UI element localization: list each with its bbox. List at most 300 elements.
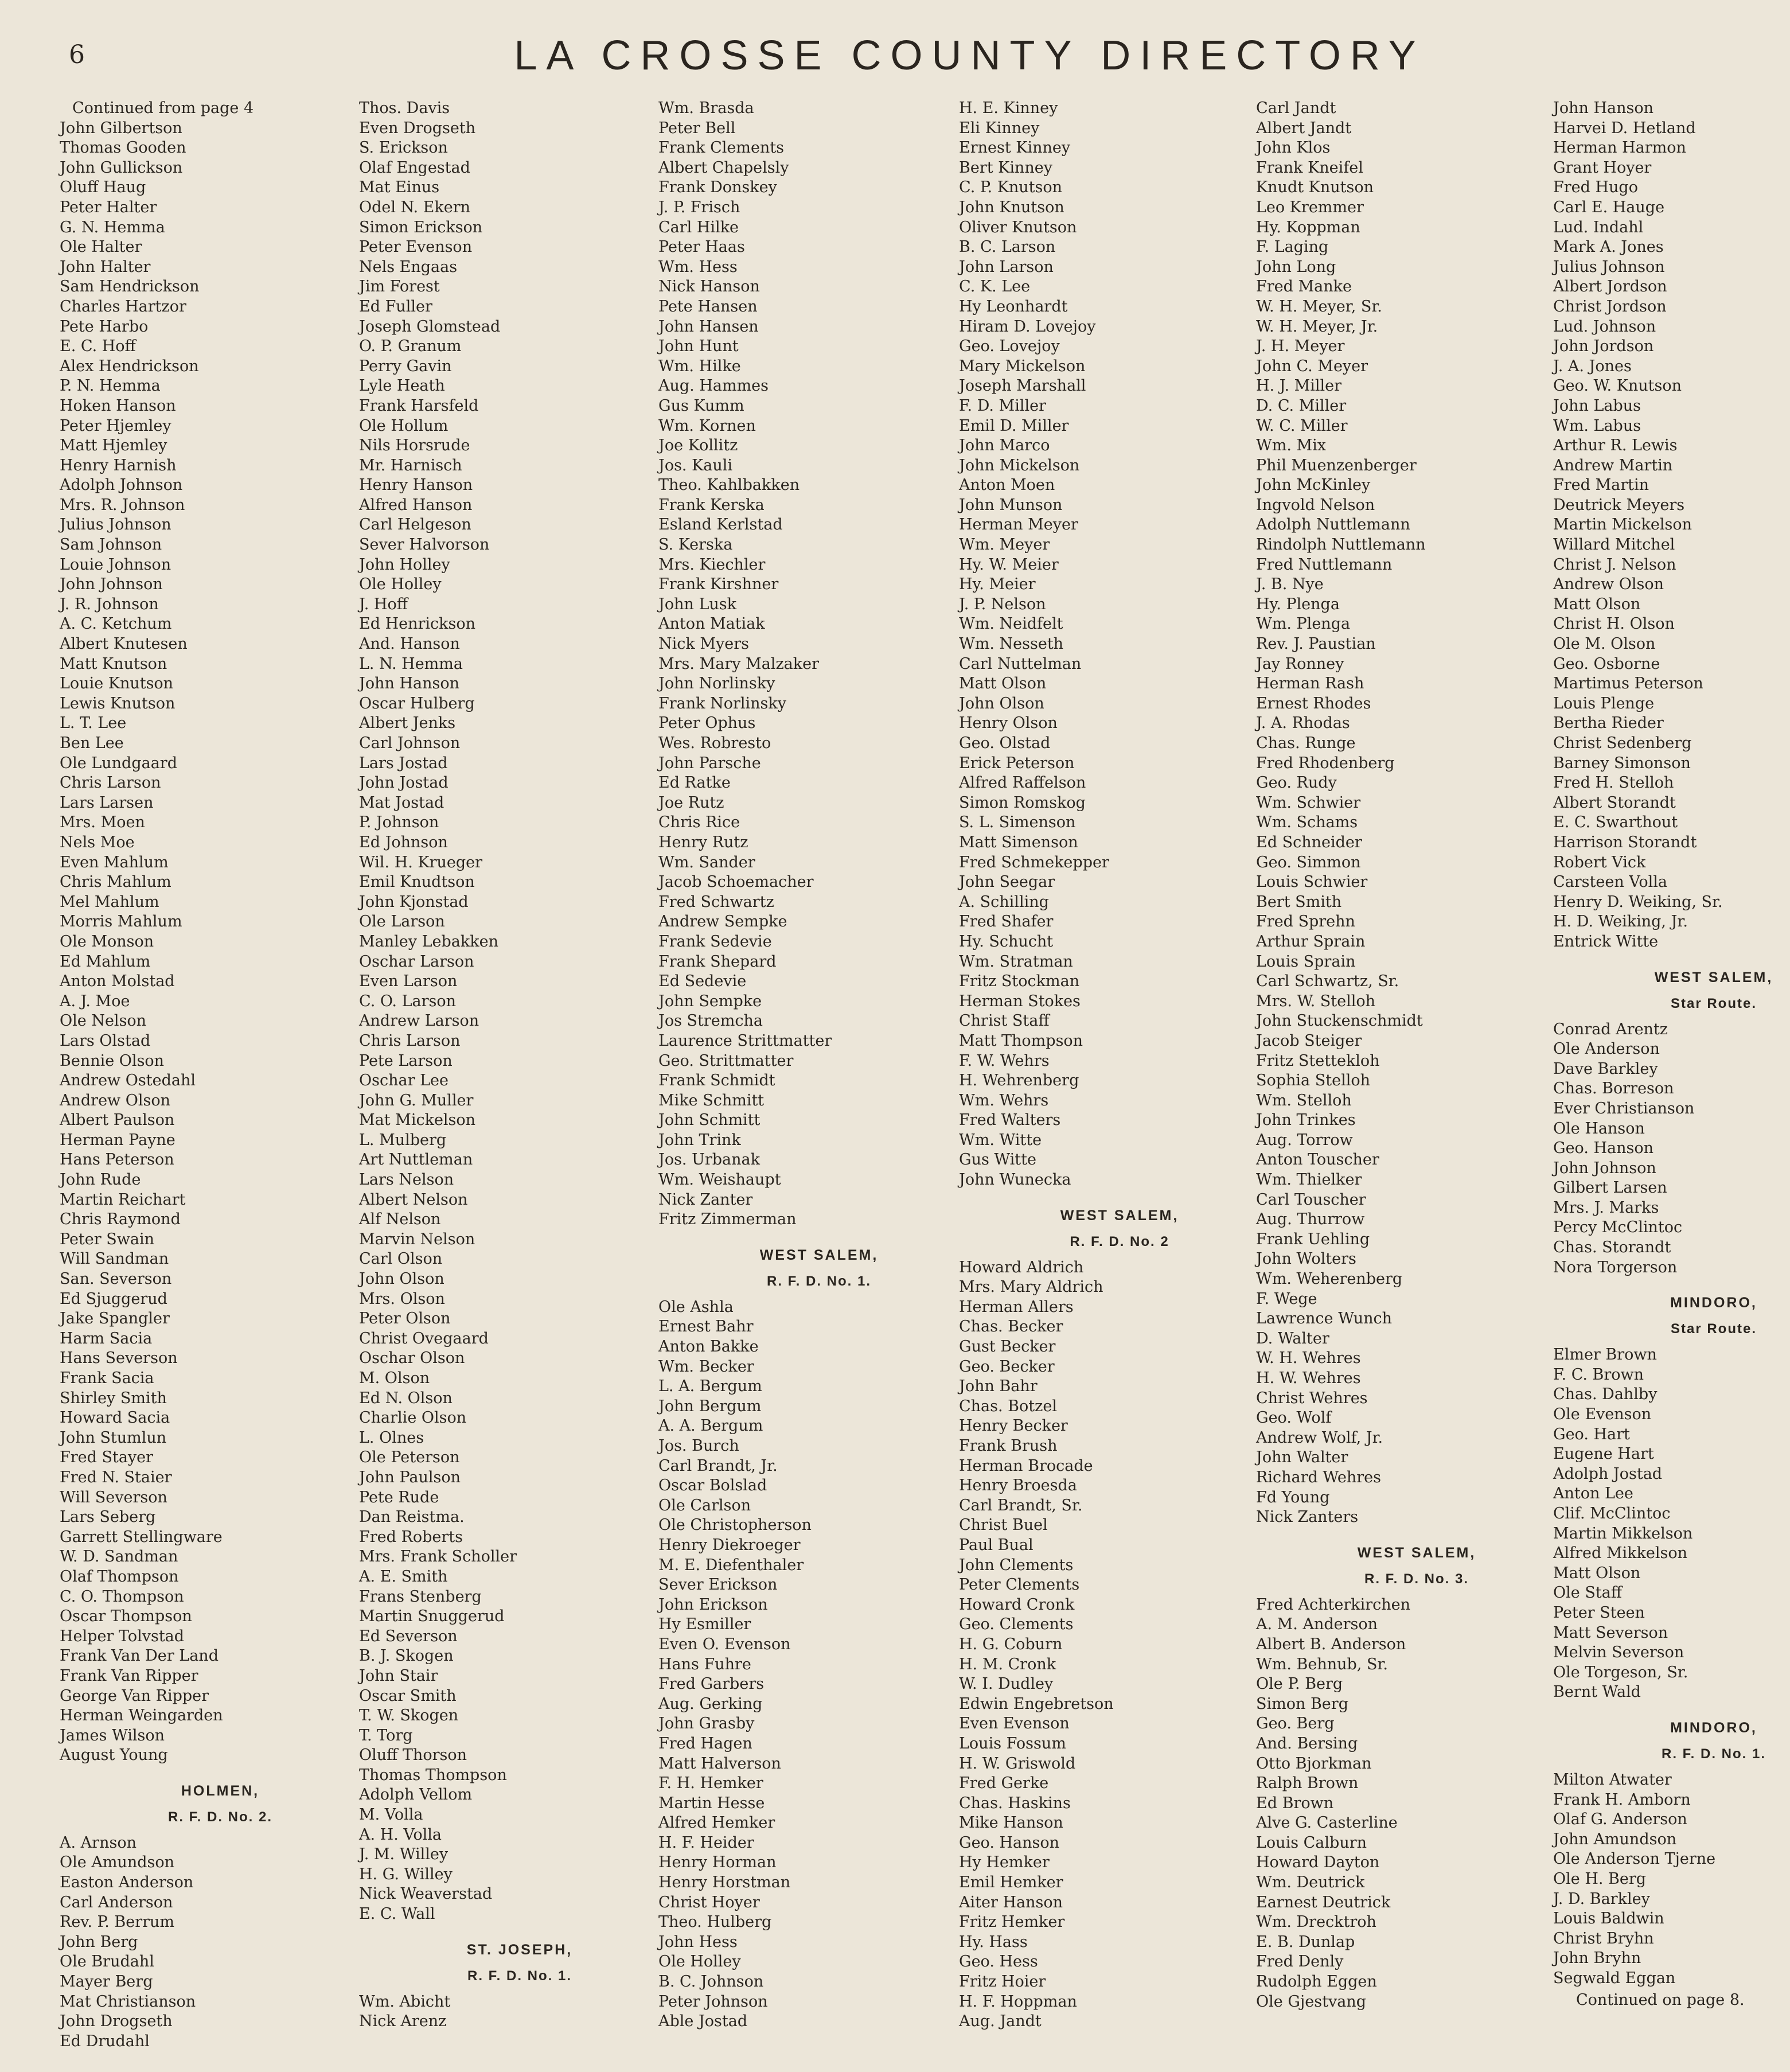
- directory-entry: Morris Mahlum: [60, 913, 182, 931]
- directory-entry: Rindolph Nuttlemann: [1256, 536, 1426, 554]
- directory-entry: Ernest Rhodes: [1256, 694, 1371, 712]
- directory-entry: John McKinley: [1256, 476, 1371, 494]
- directory-entry: Emil D. Miller: [959, 416, 1069, 435]
- directory-entry: John Bryhn: [1553, 1949, 1641, 1968]
- directory-entry: D. Walter: [1256, 1329, 1329, 1347]
- directory-entry: Oscar Smith: [359, 1687, 457, 1705]
- directory-entry: G. N. Hemma: [60, 218, 165, 236]
- directory-entry: W. H. Wehres: [1256, 1349, 1361, 1368]
- directory-entry: Knudt Knutson: [1256, 178, 1374, 197]
- directory-entry: Geo. Hanson: [959, 1833, 1060, 1852]
- directory-entry: And. Bersing: [1256, 1734, 1358, 1752]
- directory-entry: Christ Bryhn: [1553, 1929, 1654, 1948]
- directory-entry: L. N. Hemma: [359, 655, 463, 673]
- directory-entry: Lud. Johnson: [1553, 317, 1656, 336]
- directory-entry: Gust Becker: [959, 1338, 1056, 1356]
- directory-entry: Frank Norlinsky: [658, 694, 786, 712]
- directory-entry: Fred Roberts: [359, 1528, 463, 1546]
- directory-entry: Simon Romskog: [959, 793, 1086, 812]
- directory-entry: Ralph Brown: [1256, 1774, 1359, 1793]
- directory-entry: Geo. Hanson: [1553, 1139, 1654, 1158]
- directory-entry: Erick Peterson: [959, 754, 1075, 772]
- directory-entry: Art Nuttleman: [359, 1151, 473, 1169]
- directory-entry: Jim Forest: [359, 278, 440, 296]
- directory-entry: Laurence Strittmatter: [658, 1031, 832, 1050]
- directory-entry: Oscar Hulberg: [359, 694, 475, 712]
- directory-entry: Lud. Indahl: [1553, 218, 1644, 236]
- directory-entry: Edwin Engebretson: [959, 1695, 1114, 1713]
- directory-entry: A. A. Bergum: [658, 1417, 763, 1435]
- directory-entry: Thomas Thompson: [359, 1766, 507, 1784]
- directory-entry: Arthur Sprain: [1256, 932, 1366, 951]
- directory-entry: Ole Holley: [658, 1953, 741, 1971]
- directory-entry: Chris Raymond: [60, 1210, 181, 1229]
- directory-entry: John Olson: [959, 694, 1044, 712]
- directory-entry: Fred Garbers: [658, 1675, 765, 1693]
- directory-entry: Peter Steen: [1553, 1603, 1645, 1622]
- section-heading: WEST SALEM,: [1357, 1544, 1476, 1561]
- directory-entry: John Wolters: [1256, 1250, 1356, 1268]
- section-subheading: R. F. D. No. 3.: [1364, 1571, 1469, 1587]
- directory-entry: D. C. Miller: [1256, 396, 1347, 415]
- directory-entry: Carl Hilke: [658, 218, 739, 236]
- directory-entry: W. H. Meyer, Jr.: [1256, 317, 1378, 336]
- directory-entry: John Stuckenschmidt: [1256, 1012, 1423, 1030]
- section-subheading: Star Route.: [1670, 1321, 1757, 1337]
- directory-entry: Ed Johnson: [359, 833, 448, 851]
- directory-entry: Ed Severson: [359, 1627, 458, 1645]
- directory-column-6: [1553, 99, 1790, 2011]
- directory-entry: Ole Halter: [60, 238, 142, 256]
- directory-entry: Able Jostad: [658, 2012, 748, 2031]
- directory-entry: S. L. Simenson: [959, 813, 1076, 832]
- directory-entry: Wm. Kornen: [658, 416, 756, 435]
- directory-entry: Jacob Steiger: [1256, 1031, 1362, 1050]
- directory-entry: Hy Leonhardt: [959, 297, 1068, 316]
- directory-entry: Barney Simonson: [1553, 754, 1691, 772]
- directory-entry: Mat Einus: [359, 178, 440, 197]
- directory-entry: Ole P. Berg: [1256, 1675, 1343, 1693]
- directory-entry: Gus Kumm: [658, 396, 744, 415]
- directory-entry: John Johnson: [1553, 1159, 1656, 1177]
- directory-entry: John Kjonstad: [359, 893, 469, 911]
- directory-entry: Rev. P. Berrum: [60, 1913, 175, 1931]
- directory-entry: Lawrence Wunch: [1256, 1310, 1393, 1328]
- directory-entry: John Holley: [359, 555, 450, 574]
- directory-entry: John Seegar: [959, 873, 1055, 891]
- directory-entry: Alf Nelson: [359, 1210, 441, 1229]
- directory-entry: Frank Van Ripper: [60, 1666, 198, 1685]
- directory-entry: W. C. Miller: [1256, 416, 1348, 435]
- directory-entry: Thos. Davis: [359, 99, 450, 117]
- directory-entry: John Trinkes: [1256, 1111, 1356, 1130]
- directory-entry: Elmer Brown: [1553, 1346, 1657, 1364]
- directory-entry: John Hanson: [1553, 99, 1653, 117]
- directory-entry: John Hunt: [658, 337, 739, 356]
- directory-entry: Matt Olson: [959, 675, 1047, 693]
- directory-entry: Julius Johnson: [60, 516, 171, 534]
- directory-entry: J. M. Willey: [359, 1845, 449, 1864]
- directory-entry: T. W. Skogen: [359, 1707, 459, 1725]
- directory-entry: John Walter: [1256, 1448, 1348, 1467]
- directory-entry: John Erickson: [658, 1595, 768, 1614]
- directory-entry: Sever Erickson: [658, 1576, 778, 1594]
- directory-entry: L. Mulberg: [359, 1131, 447, 1149]
- directory-entry: Matt Halverson: [658, 1754, 781, 1773]
- directory-entry: Henry Horstman: [658, 1874, 791, 1892]
- directory-entry: Mat Christianson: [60, 1992, 196, 2011]
- directory-entry: Wil. H. Krueger: [359, 853, 483, 871]
- directory-entry: Even Drogseth: [359, 119, 476, 137]
- directory-entry: Theo. Kahlbakken: [658, 476, 800, 494]
- directory-entry: Charlie Olson: [359, 1409, 467, 1427]
- directory-entry: Pete Harbo: [60, 317, 149, 336]
- directory-entry: Anton Moen: [959, 476, 1055, 494]
- directory-column-3: [658, 99, 945, 2032]
- directory-entry: Jake Spangler: [60, 1310, 170, 1328]
- directory-entry: Chas. Storandt: [1553, 1238, 1671, 1257]
- directory-entry: Louis Sprain: [1256, 952, 1356, 971]
- directory-entry: Ole Carlson: [658, 1496, 751, 1514]
- directory-entry: Bert Kinney: [959, 158, 1052, 177]
- directory-entry: E. C. Wall: [359, 1905, 435, 1923]
- directory-entry: San. Severson: [60, 1270, 172, 1288]
- directory-entry: Chas. Runge: [1256, 734, 1356, 752]
- directory-entry: Henry Harnish: [60, 456, 177, 474]
- directory-entry: Wm. Behnub, Sr.: [1256, 1655, 1388, 1673]
- directory-entry: P. N. Hemma: [60, 377, 161, 395]
- directory-entry: Adolph Johnson: [60, 476, 183, 494]
- directory-entry: Helper Tolvstad: [60, 1627, 185, 1645]
- directory-entry: Harvei D. Hetland: [1553, 119, 1696, 137]
- directory-entry: Pete Hansen: [658, 297, 758, 316]
- directory-entry: A. M. Anderson: [1256, 1615, 1378, 1634]
- directory-entry: Ole Monson: [60, 932, 154, 951]
- directory-entry: Adolph Vellom: [359, 1786, 473, 1804]
- page-title: LA CROSSE COUNTY DIRECTORY: [514, 33, 1425, 79]
- directory-entry: Andrew Olson: [1553, 575, 1664, 594]
- directory-entry: John Labus: [1553, 396, 1641, 415]
- directory-entry: Joseph Glomstead: [359, 317, 501, 336]
- directory-entry: Frank Harsfeld: [359, 396, 479, 415]
- directory-entry: Mrs. Olson: [359, 1290, 445, 1308]
- directory-entry: Even Mahlum: [60, 853, 169, 871]
- section-heading: WEST SALEM,: [1060, 1207, 1179, 1224]
- directory-entry: Fred Nuttlemann: [1256, 555, 1393, 574]
- directory-entry: John G. Muller: [359, 1091, 474, 1109]
- directory-entry: Robert Vick: [1553, 853, 1646, 871]
- directory-entry: Milton Atwater: [1553, 1770, 1672, 1789]
- directory-entry: Hy Esmiller: [658, 1615, 751, 1634]
- directory-entry: Ed Mahlum: [60, 952, 151, 971]
- directory-entry: J. P. Frisch: [658, 198, 740, 216]
- directory-entry: Otto Bjorkman: [1256, 1754, 1372, 1773]
- directory-entry: Martin Hesse: [658, 1794, 765, 1812]
- directory-entry: Ole Ashla: [658, 1298, 734, 1316]
- directory-entry: C. O. Larson: [359, 992, 457, 1010]
- directory-entry: Mr. Harnisch: [359, 456, 462, 474]
- directory-entry: Ole Evenson: [1553, 1405, 1652, 1424]
- directory-entry: Ole Hanson: [1553, 1119, 1645, 1138]
- directory-entry: Mary Mickelson: [959, 357, 1086, 375]
- directory-entry: A. J. Moe: [60, 992, 130, 1010]
- directory-entry: Carl Olson: [359, 1250, 443, 1268]
- directory-entry: Easton Anderson: [60, 1874, 194, 1892]
- directory-entry: J. B. Nye: [1256, 575, 1324, 594]
- directory-entry: Jacob Schoemacher: [658, 873, 814, 891]
- directory-entry: M. Volla: [359, 1806, 423, 1824]
- directory-entry: Fd Young: [1256, 1488, 1330, 1506]
- directory-entry: Fred Schmekepper: [959, 853, 1109, 871]
- directory-entry: John Grasby: [658, 1715, 755, 1733]
- directory-entry: Matt Olson: [1553, 595, 1641, 613]
- directory-entry: S. Erickson: [359, 139, 448, 157]
- directory-entry: Herman Brocade: [959, 1456, 1093, 1475]
- directory-entry: Wm. Witte: [959, 1131, 1042, 1149]
- directory-entry: Anton Touscher: [1256, 1151, 1379, 1169]
- directory-entry: Matt Thompson: [959, 1031, 1083, 1050]
- directory-entry: Wm. Nesseth: [959, 635, 1064, 653]
- directory-entry: Wm. Mix: [1256, 437, 1327, 455]
- directory-entry: Julius Johnson: [1553, 258, 1665, 276]
- directory-entry: Mrs. W. Stelloh: [1256, 992, 1376, 1010]
- directory-entry: Carl Johnson: [359, 734, 461, 752]
- directory-entry: Andrew Larson: [359, 1012, 479, 1030]
- directory-entry: Martin Reichart: [60, 1190, 186, 1209]
- directory-entry: Lyle Heath: [359, 377, 445, 395]
- directory-entry: L. T. Lee: [60, 714, 127, 733]
- directory-entry: M. E. Diefenthaler: [658, 1556, 804, 1574]
- directory-entry: A. C. Ketchum: [60, 615, 172, 633]
- directory-entry: Even O. Evenson: [658, 1635, 791, 1653]
- directory-entry: John Gullickson: [60, 158, 183, 177]
- directory-entry: Geo. Osborne: [1553, 655, 1660, 673]
- directory-entry: Joe Kollitz: [658, 437, 738, 455]
- directory-entry: Manley Lebakken: [359, 932, 498, 951]
- directory-entry: Wes. Robresto: [658, 734, 771, 752]
- directory-entry: Chas. Dahlby: [1553, 1385, 1658, 1404]
- directory-entry: Mrs. Kiechler: [658, 555, 766, 574]
- directory-entry: Frank Brush: [959, 1437, 1058, 1455]
- directory-entry: Matt Severson: [1553, 1623, 1668, 1642]
- directory-entry: Mrs. Moen: [60, 813, 145, 832]
- directory-entry: Nels Engaas: [359, 258, 458, 276]
- directory-entry: Albert Nelson: [359, 1190, 468, 1209]
- directory-entry: Hiram D. Lovejoy: [959, 317, 1096, 336]
- directory-entry: Howard Dayton: [1256, 1853, 1380, 1872]
- directory-entry: Marvin Nelson: [359, 1230, 475, 1248]
- directory-entry: Nora Torgerson: [1553, 1258, 1678, 1276]
- directory-entry: Fritz Hoier: [959, 1973, 1046, 1991]
- directory-entry: Ed Brown: [1256, 1794, 1334, 1812]
- directory-entry: John Norlinsky: [658, 675, 775, 693]
- directory-entry: Frank Clements: [658, 139, 785, 157]
- directory-entry: Fred Gerke: [959, 1774, 1049, 1793]
- directory-entry: P. Johnson: [359, 813, 439, 832]
- directory-entry: John Wunecka: [959, 1171, 1071, 1189]
- directory-entry: Ole Gjestvang: [1256, 1992, 1366, 2011]
- directory-entry: Anton Matiak: [658, 615, 765, 633]
- directory-entry: Oschar Lee: [359, 1072, 449, 1090]
- directory-entry: A. E. Smith: [359, 1567, 448, 1586]
- directory-entry: Bernt Wald: [1553, 1683, 1641, 1701]
- section-subheading: Star Route.: [1670, 995, 1757, 1011]
- directory-entry: Wm. Labus: [1553, 416, 1641, 435]
- directory-entry: Fred Manke: [1256, 278, 1352, 296]
- directory-entry: Ole Brudahl: [60, 1953, 154, 1971]
- directory-entry: Percy McClintoc: [1553, 1218, 1683, 1237]
- directory-entry: Louis Calburn: [1256, 1833, 1367, 1852]
- directory-entry: Mrs. Mary Malzaker: [658, 655, 820, 673]
- directory-entry: Lewis Knutson: [60, 694, 176, 712]
- directory-entry: Lars Larsen: [60, 793, 154, 812]
- directory-entry: Wm. Deutrick: [1256, 1874, 1365, 1892]
- directory-entry: Olaf Engestad: [359, 158, 470, 177]
- directory-entry: Mike Schmitt: [658, 1091, 765, 1109]
- directory-entry: Martin Mikkelson: [1553, 1524, 1693, 1543]
- directory-entry: Fred Walters: [959, 1111, 1061, 1130]
- directory-entry: Mat Mickelson: [359, 1111, 476, 1130]
- directory-entry: Peter Bell: [658, 119, 736, 137]
- section-subheading: R. F. D. No. 1.: [766, 1273, 871, 1289]
- directory-entry: Louis Fossum: [959, 1734, 1066, 1752]
- directory-entry: Mayer Berg: [60, 1973, 153, 1991]
- directory-entry: John Jostad: [359, 774, 449, 792]
- directory-entry: Oscar Thompson: [60, 1607, 192, 1626]
- directory-entry: Chris Rice: [658, 813, 740, 832]
- directory-entry: Louis Baldwin: [1553, 1910, 1664, 1928]
- continued-note: Continued on page 8.: [1576, 1991, 1745, 2009]
- directory-entry: W. D. Sandman: [60, 1548, 178, 1566]
- directory-entry: Melvin Severson: [1553, 1643, 1684, 1662]
- directory-entry: Ever Christianson: [1553, 1099, 1695, 1117]
- directory-entry: John Amundson: [1553, 1830, 1677, 1848]
- directory-entry: J. D. Barkley: [1553, 1890, 1650, 1908]
- directory-entry: Herman Meyer: [959, 516, 1078, 534]
- directory-entry: Ed N. Olson: [359, 1389, 453, 1407]
- directory-entry: Grant Hoyer: [1553, 158, 1652, 177]
- directory-entry: Olaf G. Anderson: [1553, 1810, 1687, 1829]
- directory-entry: Andrew Sempke: [658, 913, 787, 931]
- directory-entry: Oluff Thorson: [359, 1746, 467, 1765]
- directory-entry: H. G. Willey: [359, 1865, 453, 1883]
- directory-entry: Wm. Hess: [658, 258, 738, 276]
- directory-entry: Christ Buel: [959, 1516, 1048, 1534]
- directory-entry: Andrew Ostedahl: [60, 1072, 196, 1090]
- directory-entry: Peter Halter: [60, 198, 157, 216]
- directory-entry: Mike Hanson: [959, 1814, 1063, 1832]
- section-subheading: R. F. D. No. 1.: [1661, 1746, 1766, 1762]
- directory-entry: Dave Barkley: [1553, 1060, 1658, 1078]
- directory-entry: Emil Hemker: [959, 1874, 1063, 1892]
- directory-entry: Christ Staff: [959, 1012, 1050, 1030]
- directory-entry: Alfred Hanson: [359, 496, 473, 514]
- directory-column-5: [1256, 99, 1543, 2012]
- directory-entry: Jay Ronney: [1256, 655, 1344, 673]
- directory-entry: Fritz Zimmerman: [658, 1210, 797, 1229]
- directory-entry: J. A. Jones: [1553, 357, 1632, 375]
- directory-entry: Matt Hjemley: [60, 437, 167, 455]
- directory-entry: John Trink: [658, 1131, 741, 1149]
- directory-entry: Peter Evenson: [359, 238, 473, 256]
- directory-entry: F. Laging: [1256, 238, 1329, 256]
- directory-entry: Adolph Nuttlemann: [1256, 516, 1410, 534]
- directory-entry: Alfred Mikkelson: [1553, 1544, 1687, 1563]
- directory-entry: Eugene Hart: [1553, 1445, 1654, 1463]
- directory-entry: B. J. Skogen: [359, 1647, 454, 1665]
- directory-entry: Martin Mickelson: [1553, 516, 1692, 534]
- directory-entry: Geo. Rudy: [1256, 774, 1337, 792]
- directory-entry: John Clements: [959, 1556, 1074, 1574]
- directory-entry: Hoken Hanson: [60, 396, 176, 415]
- directory-entry: Nick Arenz: [359, 2012, 447, 2031]
- directory-entry: Nick Hanson: [658, 278, 760, 296]
- directory-entry: Wm. Stratman: [959, 952, 1073, 971]
- directory-entry: Christ Wehres: [1256, 1389, 1368, 1407]
- directory-entry: Emil Knudtson: [359, 873, 475, 891]
- directory-entry: Clif. McClintoc: [1553, 1505, 1671, 1522]
- directory-entry: Peter Clements: [959, 1576, 1080, 1594]
- directory-entry: Phil Muenzenberger: [1256, 456, 1417, 474]
- directory-entry: Richard Wehres: [1256, 1468, 1382, 1486]
- directory-entry: Wm. Drecktroh: [1256, 1913, 1376, 1931]
- directory-entry: Geo. Clements: [959, 1615, 1074, 1634]
- directory-entry: Fred Hugo: [1553, 178, 1638, 197]
- directory-entry: Christ Jordson: [1553, 297, 1667, 316]
- page-number: 6: [69, 40, 85, 69]
- directory-entry: Mrs. Frank Scholler: [359, 1548, 517, 1566]
- directory-entry: John Knutson: [959, 198, 1064, 216]
- directory-entry: Mel Mahlum: [60, 893, 159, 911]
- directory-entry: Lars Nelson: [359, 1171, 454, 1189]
- directory-entry: Hy Hemker: [959, 1853, 1050, 1872]
- directory-entry: Fritz Stockman: [959, 972, 1080, 991]
- directory-entry: F. Wege: [1256, 1290, 1317, 1308]
- directory-entry: Herman Stokes: [959, 992, 1081, 1010]
- directory-entry: A. Schilling: [959, 893, 1049, 911]
- directory-entry: Dan Reistma.: [359, 1508, 465, 1526]
- directory-entry: Chas. Botzel: [959, 1397, 1057, 1415]
- directory-entry: Ole Torgeson, Sr.: [1553, 1663, 1688, 1681]
- directory-entry: Ole Amundson: [60, 1853, 174, 1872]
- directory-entry: John Marco: [959, 437, 1050, 455]
- directory-entry: John Olson: [359, 1270, 444, 1288]
- directory-entry: Oluff Haug: [60, 178, 146, 197]
- directory-entry: Frank Uehling: [1256, 1230, 1370, 1248]
- directory-entry: Hy. Schucht: [959, 932, 1054, 951]
- directory-entry: Harm Sacia: [60, 1329, 153, 1347]
- directory-entry: Henry Hanson: [359, 476, 473, 494]
- directory-entry: Henry Olson: [959, 714, 1058, 733]
- directory-entry: Albert Paulson: [60, 1111, 175, 1130]
- section-subheading: R. F. D. No. 1.: [467, 1968, 572, 1984]
- directory-entry: L. Olnes: [359, 1428, 424, 1447]
- directory-entry: J. H. Meyer: [1256, 337, 1345, 356]
- directory-entry: Ole Peterson: [359, 1448, 460, 1467]
- directory-entry: Conrad Arentz: [1553, 1020, 1668, 1038]
- directory-entry: Adolph Jostad: [1553, 1465, 1663, 1483]
- directory-entry: Carl Touscher: [1256, 1190, 1366, 1209]
- directory-entry: John Schmitt: [658, 1111, 761, 1130]
- directory-column-1: [60, 99, 346, 2051]
- directory-entry: Louie Knutson: [60, 675, 174, 693]
- directory-entry: Louie Johnson: [60, 555, 171, 574]
- directory-entry: Carl Jandt: [1256, 99, 1336, 117]
- directory-entry: Aiter Hanson: [959, 1893, 1063, 1911]
- directory-entry: Wm. Meyer: [959, 536, 1050, 554]
- directory-entry: Geo. Hess: [959, 1953, 1038, 1971]
- directory-entry: Simon Erickson: [359, 218, 483, 236]
